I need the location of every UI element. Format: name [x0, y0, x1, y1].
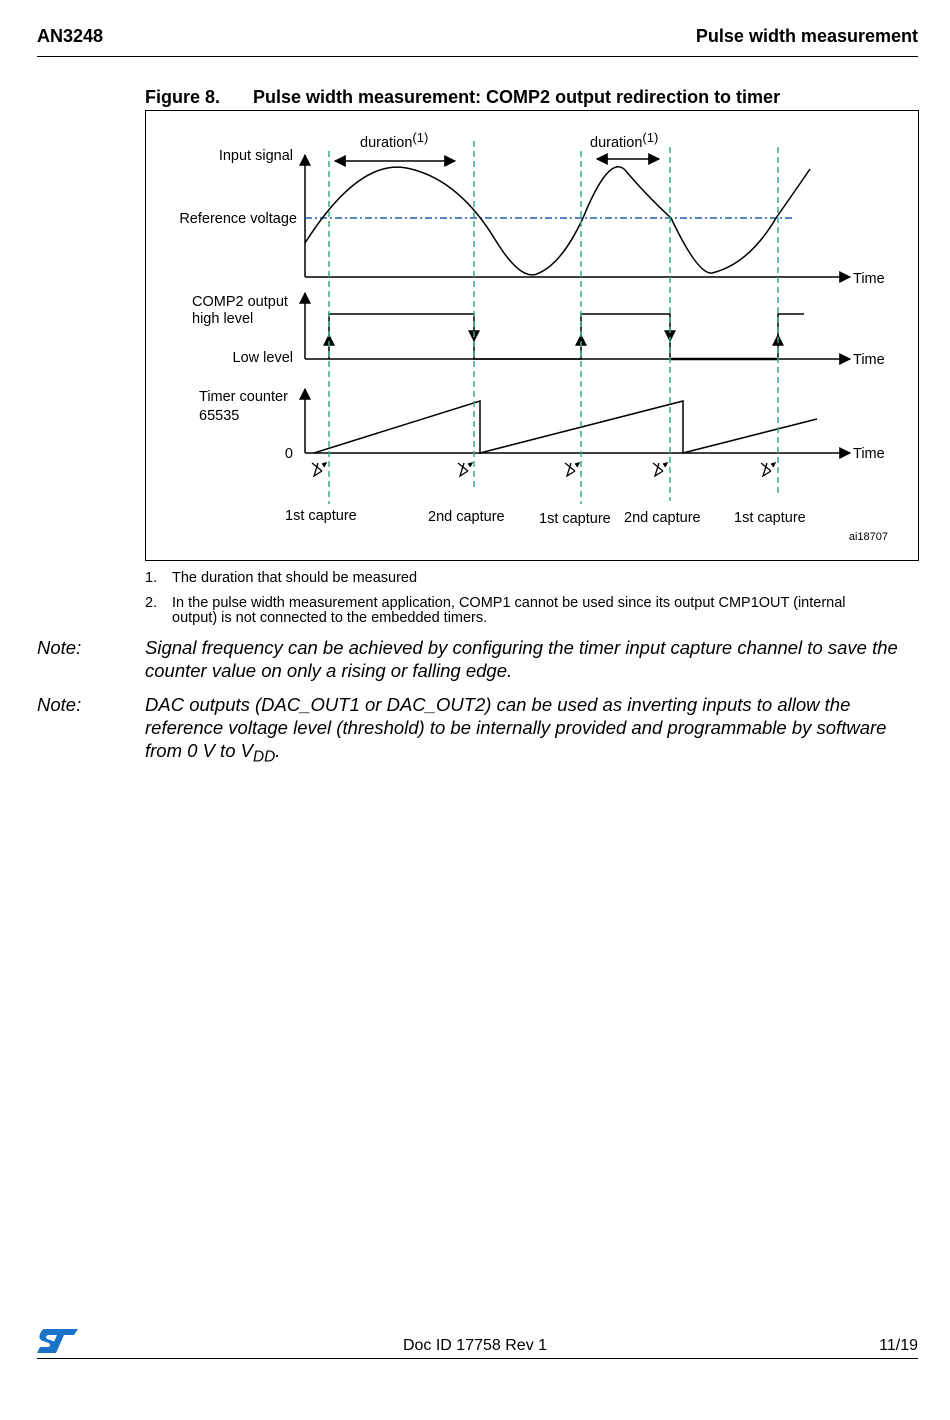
note-2-text-main: DAC outputs (DAC_OUT1 or DAC_OUT2) can be used as inverting inputs to allow the reference voltage level (threshold) to be internally provided and programmable by software from 0 V to V: [145, 694, 887, 761]
capture-event-icon-2: [458, 463, 472, 476]
footnote-2: [145, 596, 895, 626]
time-axis-label-3: Time: [853, 446, 885, 462]
capture-label-3: 1st capture: [539, 511, 611, 527]
footer-page-number: 11/19: [879, 1337, 918, 1354]
figure-title: Pulse width measurement: COMP2 output redirection to timer: [253, 87, 781, 107]
footnote-1-number: 1.: [145, 570, 158, 586]
capture-label-1: 1st capture: [285, 508, 357, 524]
duration-label-1-ref: (1): [412, 130, 429, 145]
figure-id-label: ai18707: [848, 531, 888, 543]
capture-label-5: 1st capture: [734, 510, 806, 526]
counter-zero-label: 0: [284, 446, 293, 462]
capture-event-icon-3: [565, 463, 579, 476]
figure-caption: [145, 87, 780, 108]
figure-diagram: [145, 110, 919, 561]
comp2-output-waveform: [329, 314, 804, 359]
duration-label-2: [590, 130, 658, 151]
footnote-2-line-1: In the pulse width measurement application, COMP1 cannot be used since its output CMP1OUT (internal: [172, 595, 846, 611]
note-2-subscript: DD: [252, 748, 276, 766]
capture-label-4: 2nd capture: [624, 510, 701, 526]
low-level-label: Low level: [232, 350, 293, 366]
footnote-2-number: 2.: [145, 595, 158, 611]
capture-event-icon-4: [653, 463, 667, 476]
input-signal-waveform: [305, 167, 810, 275]
note-2-text-end: .: [275, 740, 281, 761]
note-1-label: Note:: [37, 637, 82, 658]
footnote-2-line-2: output) is not connected to the embedded timers.: [172, 610, 488, 626]
footnote-1-text: The duration that should be measured: [172, 570, 418, 586]
comp2-output-label: COMP2 output: [192, 294, 288, 310]
timer-counter-label: Timer counter: [199, 389, 288, 405]
time-axis-label-2: Time: [853, 352, 885, 368]
note-2-label: Note:: [37, 694, 82, 715]
figure-number: Figure 8.: [145, 87, 221, 107]
duration-label-2-ref: (1): [642, 130, 659, 145]
capture-label-2: 2nd capture: [428, 509, 505, 525]
figure-footnotes: [145, 571, 895, 636]
section-title: Pulse width measurement: [695, 26, 918, 46]
time-axis-label-1: Time: [853, 271, 885, 287]
duration-label-1: [360, 130, 428, 151]
timer-counter-waveform: [314, 401, 817, 453]
note-2-text: [145, 693, 922, 769]
note-1-text: Signal frequency can be achieved by configuring the timer input capture channel to save the counter value on only a rising or falling edge.: [145, 637, 898, 681]
footer-divider: [37, 1358, 918, 1359]
footnote-1: [145, 571, 895, 586]
capture-event-icon-1: [312, 463, 326, 476]
duration-label-1-text: duration: [360, 135, 413, 151]
counter-max-label: 65535: [199, 408, 240, 424]
footer-doc-id: Doc ID 17758 Rev 1: [402, 1337, 548, 1354]
note-2: [37, 693, 922, 769]
duration-label-2-text: duration: [590, 135, 643, 151]
capture-event-icon-5: [761, 463, 775, 476]
input-signal-label: Input signal: [218, 148, 293, 164]
reference-voltage-label: Reference voltage: [179, 211, 297, 227]
high-level-label: high level: [192, 311, 254, 327]
header-divider: [37, 56, 918, 57]
note-1: [37, 636, 922, 682]
doc-code: AN3248: [37, 26, 104, 46]
